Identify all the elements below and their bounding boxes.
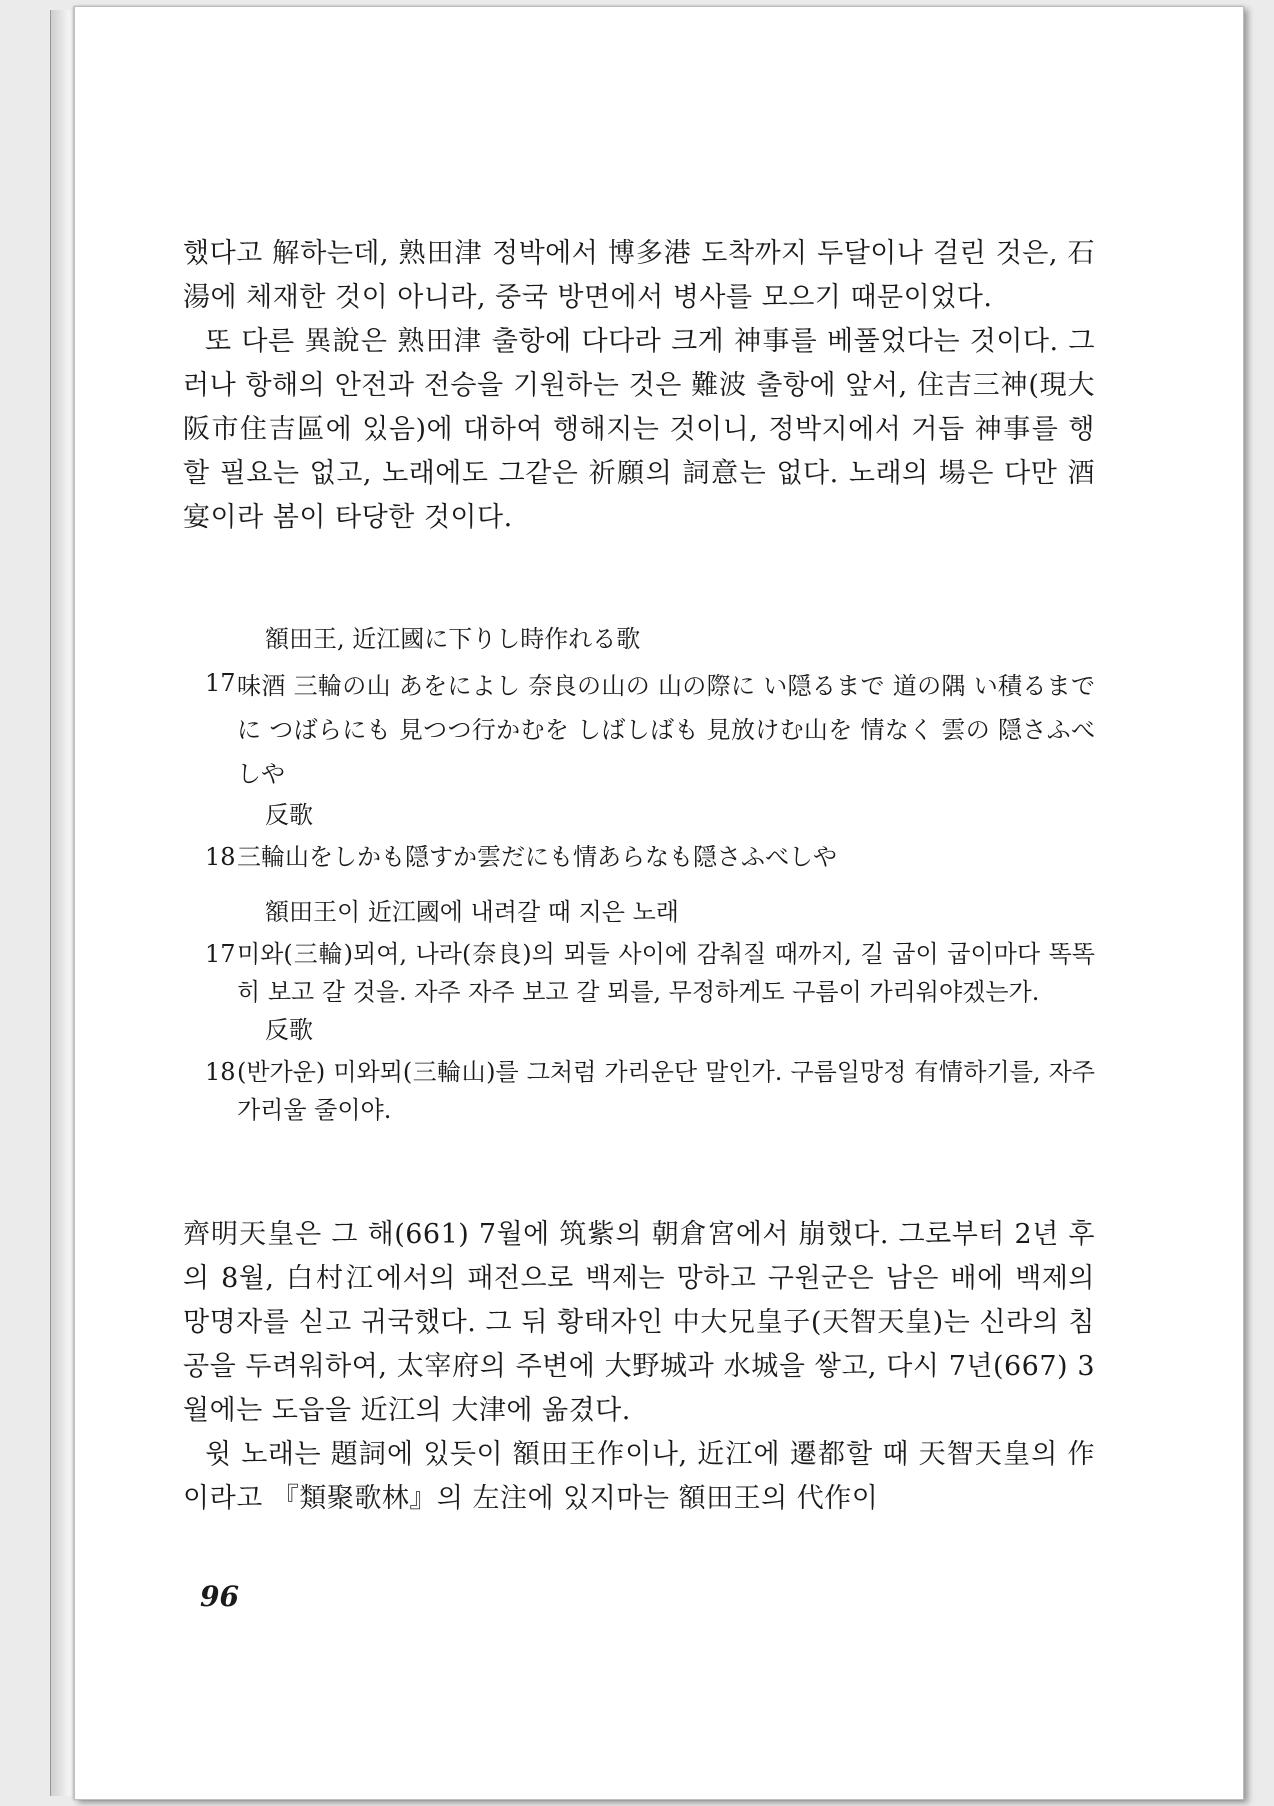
verse-text: 三輪山をしかも隠すか雲だにも情あらなも隠さふべしや — [237, 843, 837, 871]
poem-title: 額田王, 近江國に下りし時作れる歌 — [265, 625, 641, 653]
prose-bottom — [183, 1213, 1095, 1521]
prose-top — [183, 232, 1095, 540]
poem-korean — [205, 893, 1095, 1129]
verse-text: 미와(三輪)뫼여, 나라(奈良)의 뫼들 사이에 감춰질 때까지, 길 굽이 굽이마다 똑똑히 보고 갈 것을. 자주 자주 보고 갈 뫼를, 무정하게도 구름이 가리워야겠는가. — [237, 940, 1095, 1006]
verse-18 — [205, 838, 1095, 876]
poem-japanese — [205, 620, 1095, 876]
hanka-label: 反歌 — [265, 1016, 313, 1044]
paragraph: 윗 노래는 題詞에 있듯이 額田王作이나, 近江에 遷都할 때 天智天皇의 作이라고 『類聚歌林』의 左注에 있지마는 額田王의 代作이 — [183, 1439, 1095, 1514]
verse-17 — [205, 935, 1095, 1011]
verse-number: 18 — [205, 843, 236, 871]
page-number: 96 — [200, 1580, 239, 1613]
verse-number: 18 — [205, 1058, 236, 1086]
verse-number: 17 — [205, 669, 236, 697]
verse-17 — [205, 664, 1095, 796]
poem-title: 額田王이 近江國에 내려갈 때 지은 노래 — [265, 898, 679, 926]
verse-text: (반가운) 미와뫼(三輪山)를 그처럼 가리운단 말인가. 구름일망정 有情하기를, 자주 가리울 줄이야. — [237, 1058, 1095, 1124]
verse-18 — [205, 1053, 1095, 1129]
hanka-label: 反歌 — [265, 801, 313, 829]
paragraph: 했다고 解하는데, 熟田津 정박에서 博多港 도착까지 두달이나 걸린 것은, 石湯에 체재한 것이 아니라, 중국 방면에서 병사를 모으기 때문이었다. — [183, 238, 1095, 313]
verse-number: 17 — [205, 940, 236, 968]
paragraph: 또 다른 異說은 熟田津 출항에 다다라 크게 神事를 베풀었다는 것이다. 그러나 항해의 안전과 전승을 기원하는 것은 難波 출항에 앞서, 住吉三神(現大阪市住吉區에 있음)에 대하여 행해지는 것이니, 정박지에서 거듭 神事를 행할 필요는 없고, 노래에도 그같은 祈願의 詞意는 없다. 노래의 場은 다만 酒宴이라 봄이 타당한 것이다. — [183, 326, 1095, 533]
paragraph: 齊明天皇은 그 해(661) 7월에 筑紫의 朝倉宮에서 崩했다. 그로부터 2년 후의 8월, 白村江에서의 패전으로 백제는 망하고 구원군은 남은 배에 백제의 망명자를 싣고 귀국했다. 그 뒤 황태자인 中大兄皇子(天智天皇)는 신라의 침공을 두려워하여, 太宰府의 주변에 大野城과 水城을 쌓고, 다시 7년(667) 3월에는 도읍을 近江의 大津에 옮겼다. — [183, 1219, 1095, 1426]
verse-text: 味酒 三輪の山 あをによし 奈良の山の 山の際に い隠るまで 道の隅 い積るまでに つばらにも 見つつ行かむを しばしばも 見放けむ山を 情なく 雲の 隠さふべしや — [237, 672, 1095, 788]
